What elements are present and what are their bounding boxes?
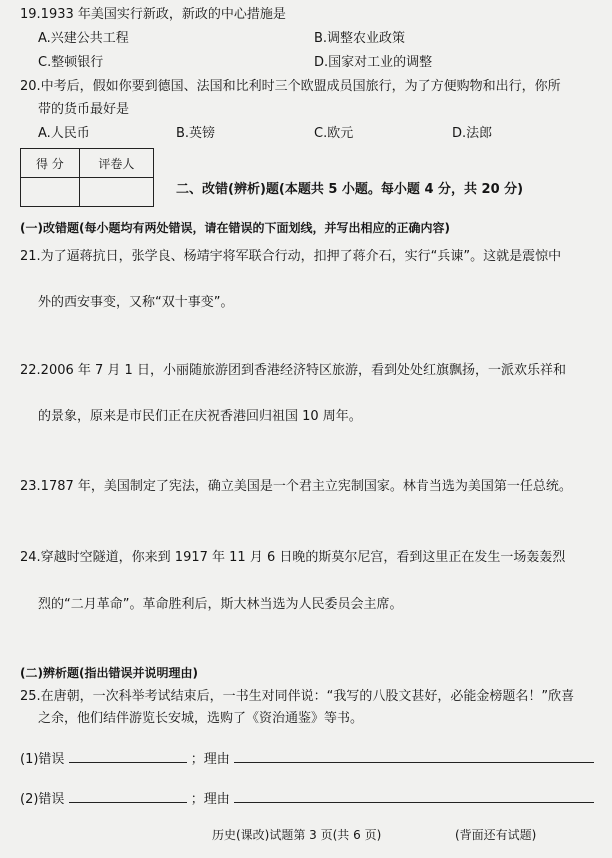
q20-stem-line2: 带的货币最好是 bbox=[38, 102, 130, 117]
q19-stem: 19.1933 年美国实行新政，新政的中心措施是 bbox=[20, 7, 286, 22]
q25-error1-blank[interactable] bbox=[69, 750, 187, 763]
q25-answer1-label: (1)错误 bbox=[20, 752, 65, 767]
q25-answer-row-1 bbox=[20, 750, 594, 769]
score-cell[interactable] bbox=[21, 178, 80, 207]
q20-option-d[interactable]: D.法郎 bbox=[452, 126, 493, 141]
q25-reason2-label: ；理由 bbox=[190, 792, 230, 807]
q25-reason1-blank[interactable] bbox=[234, 750, 594, 763]
q19-option-a[interactable]: A.兴建公共工程 bbox=[38, 31, 129, 46]
q25-answer-row-2 bbox=[20, 790, 594, 809]
q24-line1: 24.穿越时空隧道，你来到 1917 年 11 月 6 日晚的斯莫尔尼宫，看到这里正在发生一场轰轰烈 bbox=[20, 550, 566, 565]
q22-line1: 22.2006 年 7 月 1 日，小丽随旅游团到香港经济特区旅游，看到处处红旗飘扬，一派欢乐祥和 bbox=[20, 363, 566, 378]
q23-line1: 23.1787 年，美国制定了宪法，确立美国是一个君主立宪制国家。林肯当选为美国第一任总统。 bbox=[20, 479, 572, 494]
footer-page-info: 历史(课改)试题第 3 页(共 6 页) bbox=[212, 828, 382, 842]
reviewer-label: 评卷人 bbox=[79, 149, 153, 178]
score-table bbox=[20, 148, 154, 207]
part1-title: (一)改错题(每小题均有两处错误，请在错误的下面划线，并写出相应的正确内容) bbox=[20, 221, 450, 235]
q25-line2: 之余，他们结伴游览长安城，选购了《资治通鉴》等书。 bbox=[38, 711, 364, 726]
q25-reason1-label: ；理由 bbox=[190, 752, 230, 767]
score-label: 得 分 bbox=[21, 149, 80, 178]
q24-line2: 烈的“二月革命”。革命胜利后，斯大林当选为人民委员会主席。 bbox=[38, 597, 403, 612]
q19-option-d[interactable]: D.国家对工业的调整 bbox=[314, 55, 433, 70]
q20-option-a[interactable]: A.人民币 bbox=[38, 126, 90, 141]
q21-line2: 外的西安事变，又称“双十事变”。 bbox=[38, 295, 234, 310]
reviewer-cell[interactable] bbox=[79, 178, 153, 207]
section2-title: 二、改错(辨析)题(本题共 5 小题。每小题 4 分，共 20 分) bbox=[176, 182, 524, 197]
q20-option-c[interactable]: C.欧元 bbox=[314, 126, 354, 141]
q25-answer2-label: (2)错误 bbox=[20, 792, 65, 807]
q25-error2-blank[interactable] bbox=[69, 790, 187, 803]
q19-option-c[interactable]: C.整顿银行 bbox=[38, 55, 104, 70]
q20-option-b[interactable]: B.英镑 bbox=[176, 126, 216, 141]
q22-line2: 的景象，原来是市民们正在庆祝香港回归祖国 10 周年。 bbox=[38, 409, 362, 424]
q20-stem-line1: 20.中考后，假如你要到德国、法国和比利时三个欧盟成员国旅行，为了方便购物和出行，你所 bbox=[20, 79, 561, 94]
part2-title: (二)辨析题(指出错误并说明理由) bbox=[20, 666, 198, 680]
q19-option-b[interactable]: B.调整农业政策 bbox=[314, 31, 406, 46]
q25-line1: 25.在唐朝，一次科举考试结束后，一书生对同伴说：“我写的八股文甚好，必能金榜题名！”欣喜 bbox=[20, 689, 575, 704]
footer-note: (背面还有试题) bbox=[455, 828, 537, 842]
q25-reason2-blank[interactable] bbox=[234, 790, 594, 803]
q21-line1: 21.为了逼蒋抗日，张学良、杨靖宇将军联合行动，扣押了蒋介石，实行“兵谏”。这就是震惊中 bbox=[20, 249, 562, 264]
